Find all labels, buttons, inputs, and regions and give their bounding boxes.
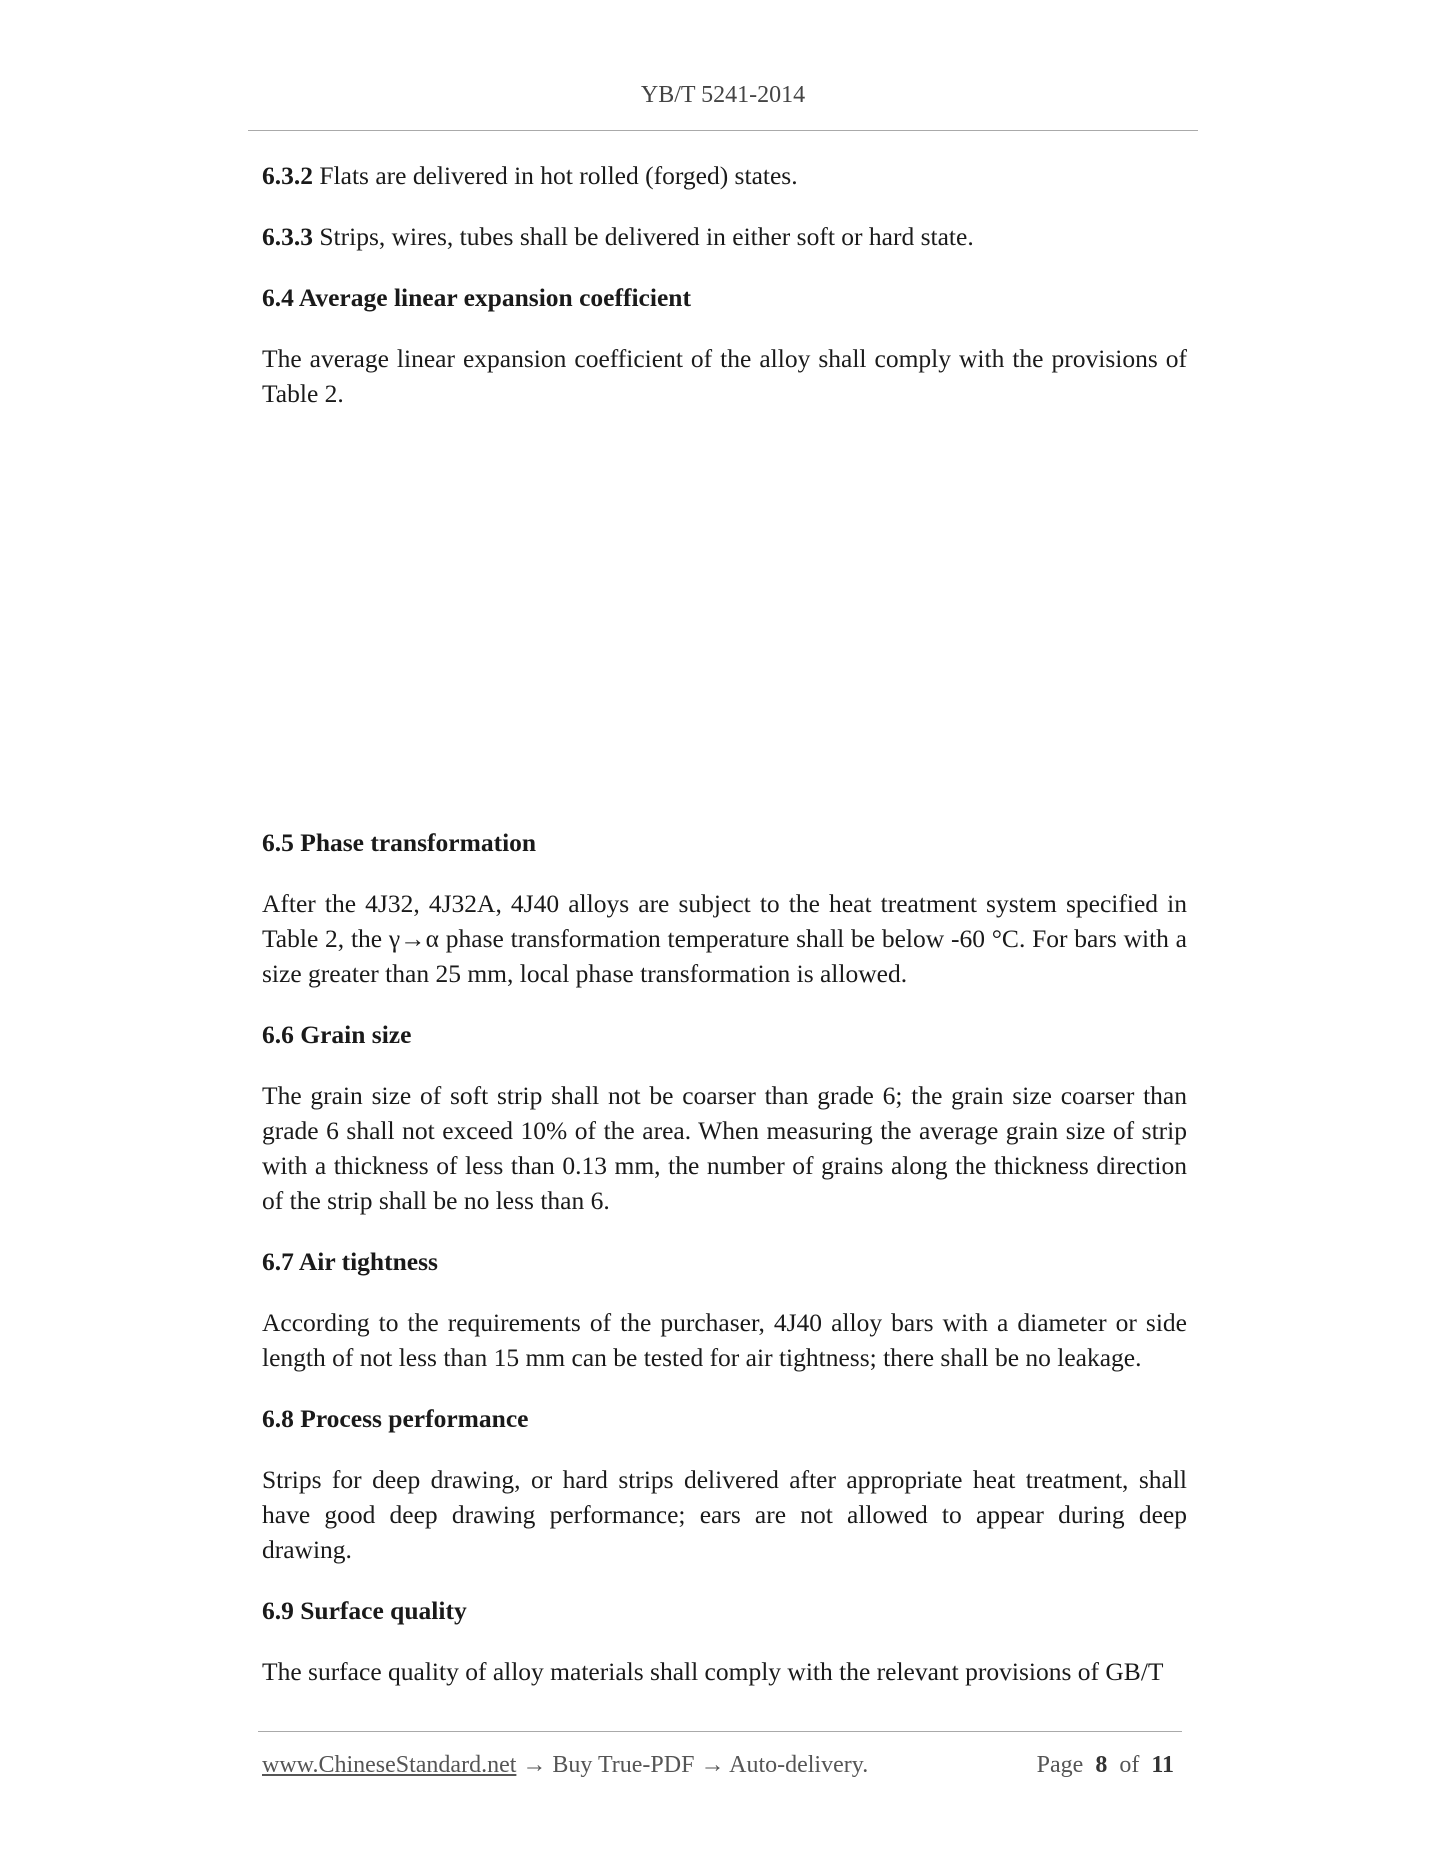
heading-6-8: 6.8 Process performance — [262, 1404, 529, 1433]
heading-6-6: 6.6 Grain size — [262, 1020, 412, 1049]
heading-6-5: 6.5 Phase transformation — [262, 828, 537, 857]
clause-6-3-2 — [262, 158, 1187, 193]
body-6-7: According to the requirements of the purchaser, 4J40 alloy bars with a diameter or side length of not less than 15 mm can be tested for air tightness; there shall be no leakage. — [262, 1308, 1187, 1372]
heading-6-7: 6.7 Air tightness — [262, 1247, 438, 1276]
footer-promo — [262, 1752, 868, 1779]
heading-6-9: 6.9 Surface quality — [262, 1596, 467, 1625]
clause-number: 6.3.2 — [262, 161, 313, 190]
website-link[interactable]: www.ChineseStandard.net — [262, 1752, 517, 1778]
page-label: Page — [1036, 1752, 1084, 1778]
footer-promo-text: → Buy True-PDF → Auto-delivery. — [516, 1752, 869, 1778]
current-page: 8 — [1095, 1752, 1108, 1778]
body-6-4: The average linear expansion coefficient of the alloy shall comply with the provisions of Table 2. — [262, 344, 1187, 408]
document-body — [262, 158, 1187, 1689]
body-6-6: The grain size of soft strip shall not be coarser than grade 6; the grain size coarser than grade 6 shall not exceed 10% of the area. When measuring the average grain size of strip with a thickness of less than 0.13 mm, the number of grains along the thickness direction of the strip shall be no less than 6. — [262, 1081, 1187, 1215]
body-6-8: Strips for deep drawing, or hard strips delivered after appropriate heat treatment, shall have good deep drawing performance; ears are not allowed to appear during deep drawing. — [262, 1465, 1187, 1564]
footer-divider — [258, 1731, 1182, 1732]
clause-text: Strips, wires, tubes shall be delivered in either soft or hard state. — [313, 222, 974, 251]
body-6-9: The surface quality of alloy materials shall comply with the relevant provisions of GB/T — [262, 1657, 1164, 1686]
page-number — [1037, 1752, 1174, 1779]
total-pages: 11 — [1151, 1752, 1174, 1778]
header-divider — [248, 130, 1198, 131]
document-header-title: YB/T 5241-2014 — [640, 82, 806, 108]
clause-number: 6.3.3 — [262, 222, 313, 251]
clause-text: Flats are delivered in hot rolled (forged) states. — [313, 161, 798, 190]
page-of-label: of — [1119, 1752, 1140, 1778]
blank-area — [262, 437, 1187, 825]
heading-6-4: 6.4 Average linear expansion coefficient — [262, 283, 691, 312]
clause-6-3-3 — [262, 219, 1187, 254]
body-6-5: After the 4J32, 4J32A, 4J40 alloys are subject to the heat treatment system specified in Table 2, the γ→α phase transformation temperature shall be below -60 °C. For bars with a size greater than 25 mm, local phase transformation is allowed. — [262, 889, 1187, 988]
